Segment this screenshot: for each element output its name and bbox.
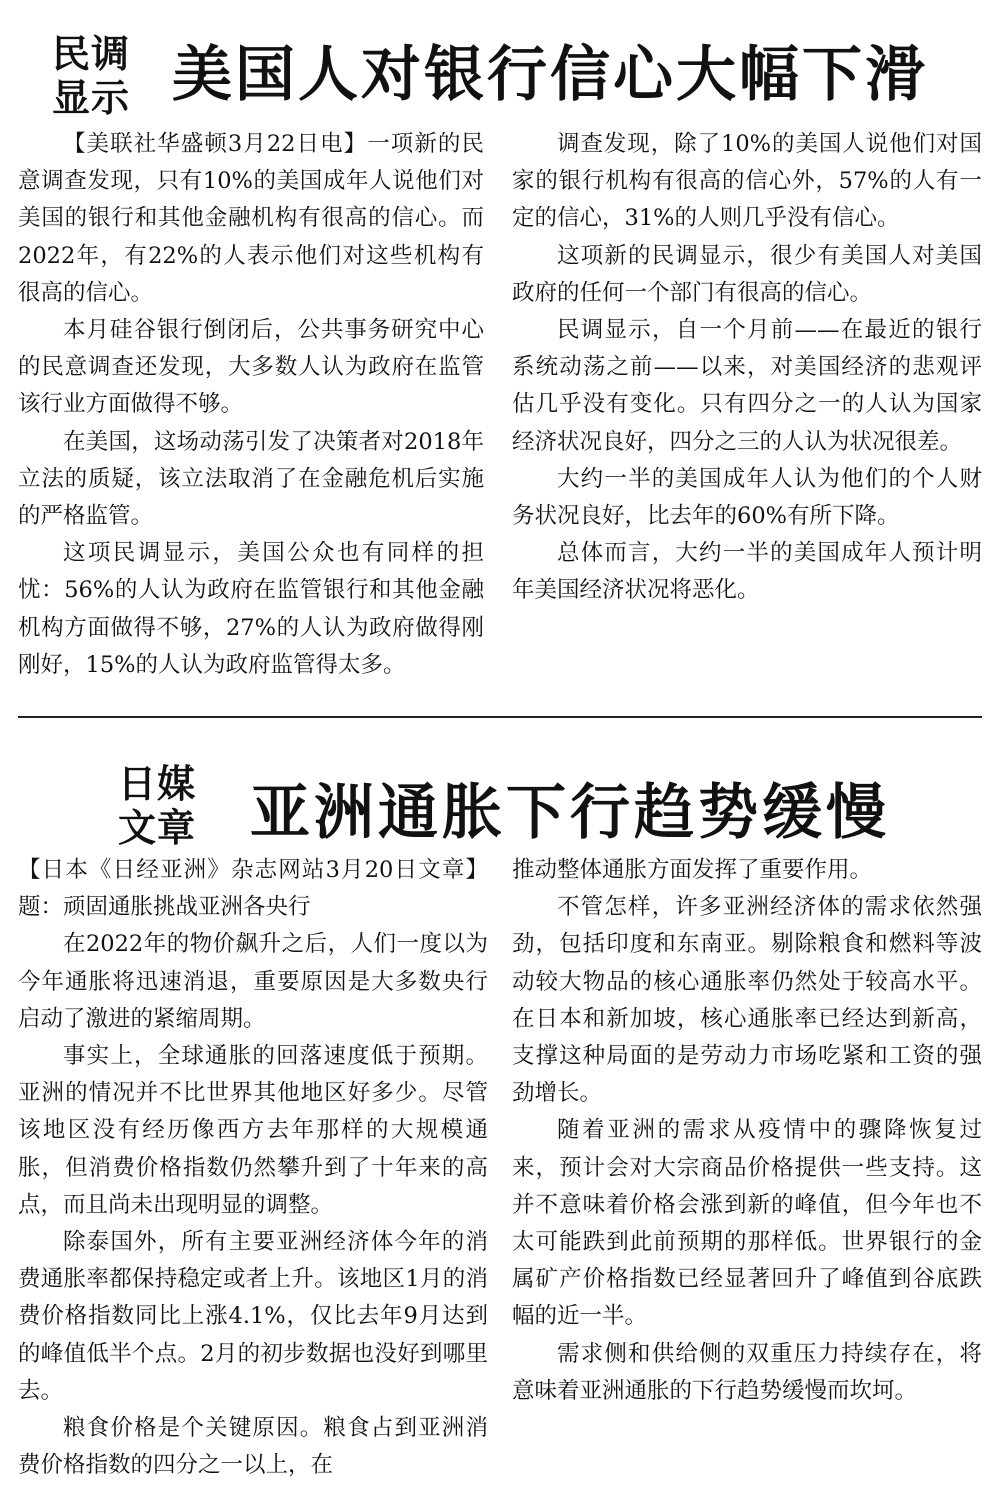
paragraph: 需求侧和供给侧的双重压力持续存在，将意味着亚洲通胀的下行趋势缓慢而坎坷。 bbox=[512, 1340, 982, 1404]
paragraph: 推动整体通胀方面发挥了重要作用。 bbox=[512, 857, 873, 883]
article-kicker bbox=[118, 762, 196, 850]
article-asia-inflation bbox=[0, 740, 1000, 1511]
paragraph: 这项民调显示，美国公众也有同样的担忧：56%的人认为政府在监管银行和其他金融机构方面做得不够，27%的人认为政府做得刚刚好，15%的人认为政府监管得太多。 bbox=[18, 540, 484, 678]
paragraph: 在2022年的物价飙升之后，人们一度以为今年通胀将迅速消退，重要原因是大多数央行启动了激进的紧缩周期。 bbox=[18, 931, 488, 1032]
section-divider bbox=[18, 716, 982, 718]
article-bank-confidence bbox=[0, 0, 1000, 705]
kicker-line: 日媒 bbox=[118, 762, 197, 806]
kicker-line: 显示 bbox=[52, 76, 131, 120]
paragraph: 在美国，这场动荡引发了决策者对2018年立法的质疑，该立法取消了在金融危机后实施的严格监管。 bbox=[18, 428, 484, 530]
paragraph: 这项新的民调显示，很少有美国人对美国政府的任何一个部门有很高的信心。 bbox=[512, 242, 982, 306]
paragraph: 不管怎样，许多亚洲经济体的需求依然强劲，包括印度和东南亚。剔除粮食和燃料等波动较大物品的核心通胀率仍然处于较高水平。在日本和新加坡，核心通胀率已经达到新高，支撑这种局面的是劳动力市场吃紧和工资的强劲增长。 bbox=[512, 894, 982, 1107]
article-headline: 美国人对银行信心大幅下滑 bbox=[172, 40, 928, 110]
article-column-right bbox=[512, 126, 982, 610]
paragraph: 总体而言，大约一半的美国成年人预计明年美国经济状况将恶化。 bbox=[512, 540, 982, 604]
article-column-right bbox=[512, 852, 982, 1410]
kicker-line: 文章 bbox=[118, 806, 197, 850]
paragraph: 事实上，全球通胀的回落速度低于预期。亚洲的情况并不比世界其他地区好多少。尽管该地区没有经历像西方去年那样的大规模通胀，但消费价格指数仍然攀升到了十年来的高点，而且尚未出现明显的调整。 bbox=[18, 1043, 488, 1218]
paragraph: 调查发现，除了10%的美国人说他们对国家的银行机构有很高的信心外，57%的人有一定的信心，31%的人则几乎没有信心。 bbox=[512, 131, 982, 232]
article-column-left bbox=[18, 852, 488, 1484]
kicker-line: 民调 bbox=[52, 32, 131, 76]
paragraph: 【日本《日经亚洲》杂志网站3月20日文章】题：顽固通胀挑战亚洲各央行 bbox=[18, 857, 488, 921]
paragraph: 【美联社华盛顿3月22日电】一项新的民意调查发现，只有10%的美国成年人说他们对美国的银行和其他金融机构有很高的信心。而2022年，有22%的人表示他们对这些机构有很高的信心。 bbox=[18, 131, 484, 306]
article-kicker bbox=[52, 32, 130, 120]
article-column-left bbox=[18, 126, 484, 684]
paragraph: 除泰国外，所有主要亚洲经济体今年的消费通胀率都保持稳定或者上升。该地区1月的消费价格指数同比上涨4.1%，仅比去年9月达到的峰值低半个点。2月的初步数据也没好到哪里去。 bbox=[18, 1229, 488, 1404]
article-headline: 亚洲通胀下行趋势缓慢 bbox=[250, 778, 890, 848]
paragraph: 粮食价格是个关键原因。粮食占到亚洲消费价格指数的四分之一以上，在 bbox=[18, 1415, 488, 1479]
paragraph: 本月硅谷银行倒闭后，公共事务研究中心的民意调查还发现，大多数人认为政府在监管该行业方面做得不够。 bbox=[18, 317, 484, 418]
paragraph: 随着亚洲的需求从疫情中的骤降恢复过来，预计会对大宗商品价格提供一些支持。这并不意味着价格会涨到新的峰值，但今年也不太可能跌到此前预期的那样低。世界银行的金属矿产价格指数已经显著回升了峰值到谷底跌幅的近一半。 bbox=[512, 1117, 982, 1330]
paragraph: 民调显示，自一个月前——在最近的银行系统动荡之前——以来，对美国经济的悲观评估几乎没有变化。只有四分之一的人认为国家经济状况良好，四分之三的人认为状况很差。 bbox=[512, 317, 982, 455]
paragraph: 大约一半的美国成年人认为他们的个人财务状况良好，比去年的60%有所下降。 bbox=[512, 465, 982, 530]
